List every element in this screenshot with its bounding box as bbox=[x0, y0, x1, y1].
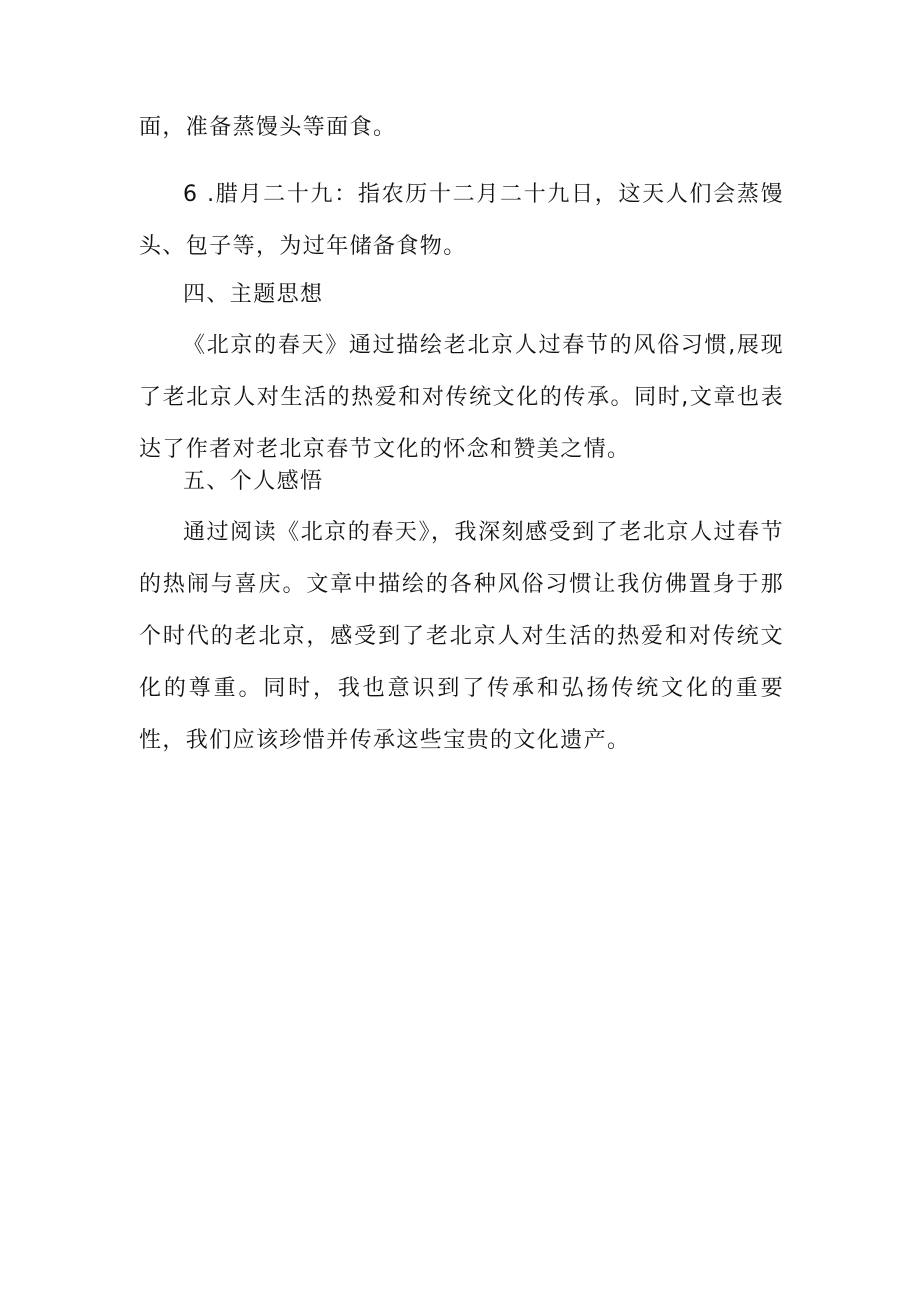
paragraph-reflection: 通过阅读《北京的春天》，我深刻感受到了老北京人过春节的热闹与喜庆。文章中描绘的各种风俗习惯让我仿佛置身于那个时代的老北京，感受到了老北京人对生活的热爱和对传统文化的尊重。同时，我也意识到了传承和弘扬传统文化的重要性，我们应该珍惜并传承这些宝贵的文化遗产。 bbox=[139, 520, 784, 753]
paragraph-item-6: 6 .腊月二十九：指农历十二月二十九日，这天人们会蒸馒头、包子等，为过年储备食物。 bbox=[139, 182, 784, 259]
section-heading-reflection: 五、个人感悟 bbox=[183, 469, 324, 494]
section-heading-theme: 四、主题思想 bbox=[183, 282, 324, 307]
paragraph-theme: 《北京的春天》通过描绘老北京人过春节的风俗习惯,展现了老北京人对生活的热爱和对传统文化的传承。同时,文章也表达了作者对老北京春节文化的怀念和赞美之情。 bbox=[139, 333, 784, 462]
paragraph-continuation: 面，准备蒸馒头等面食。 bbox=[139, 115, 397, 140]
